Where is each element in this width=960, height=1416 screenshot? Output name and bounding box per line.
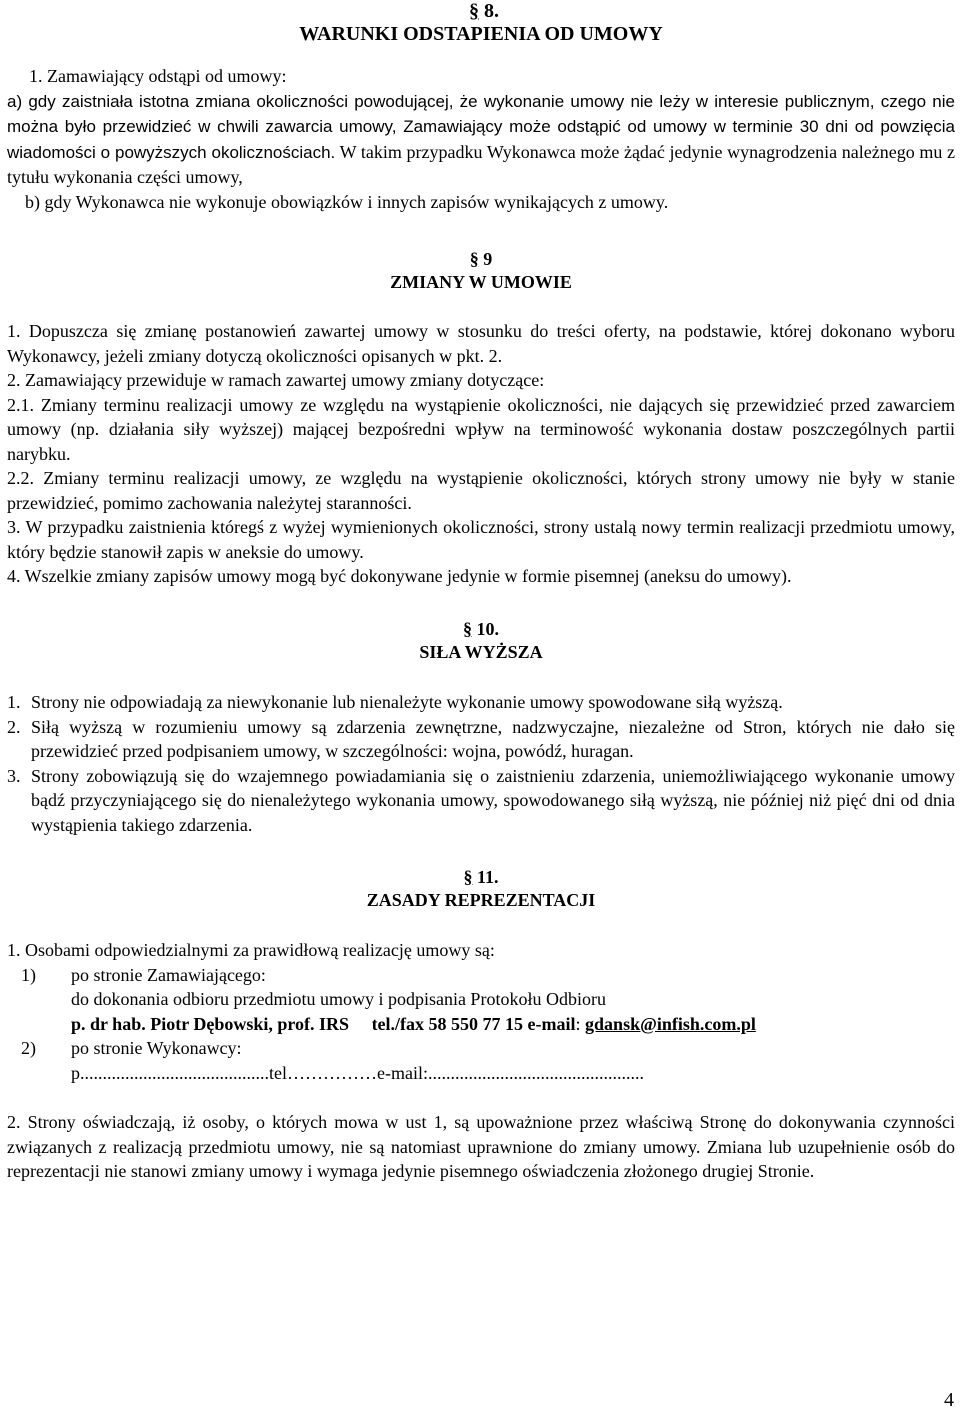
section-10-list (7, 690, 955, 837)
section-9-point-2-2: 2.2. Zmiany terminu realizacji umowy, ze względu na wystąpienie okoliczności, których strony umowy nie były w stanie przewidzieć, pomimo zachowania należytej staranności. (7, 468, 955, 513)
section-9-title: ZMIANY W UMOWIE (390, 272, 572, 292)
section-10-number: § 10. (463, 619, 499, 639)
section-8-point-1a (7, 89, 955, 190)
section-8-point-1a-part1: a) gdy zaistniała istotna zmiana okoliczności powodującej, że wykonanie umowy nie leży w interesie publicznym, czego nie można było przewidzieć w chwili zawarcia umowy, Zamawiający może odstąpić od umowy w terminie 30 dni od powzięcia wiadomości o powyższych okolicznościach. (7, 91, 955, 162)
section-8-point-1b: b) gdy Wykonawca nie wykonuje obowiązków i innych zapisów wynikających z umowy. (25, 191, 669, 212)
representative-label: po stronie Zamawiającego: (71, 964, 266, 985)
section-9-point-1: 1. Dopuszcza się zmianę postanowień zawartej umowy w stosunku do treści oferty, na podstawie, której dokonano wyboru Wykonawcy, jeżeli zmiany dotyczą okoliczności opisanych w pkt. 2. (7, 321, 955, 366)
representative-zamawiajacy: 1) po stronie Zamawiającego: do dokonania odbioru przedmiotu umowy i podpisania Protokołu Odbioru p. dr hab. Piotr Dębowski, prof. IRS tel./fax 58 550 77 15 e-mail: gdansk@infish.com.pl (21, 964, 756, 1034)
representative-person: p. dr hab. Piotr Dębowski, prof. IRS (71, 1013, 350, 1034)
section-9-point-2: 2. Zamawiający przewiduje w ramach zawartej umowy zmiany dotyczące: (7, 370, 545, 390)
representative-label: po stronie Wykonawcy: (71, 1038, 242, 1058)
section-11-point-2: 2. Strony oświadczają, iż osoby, o których mowa w ust 1, są upoważnione przez właściwą Stronę do dokonywania czynności związanych z realizacją przedmiotu umowy, nie są natomiast uprawnione do zmiany umowy. Zmiana lub uzupełnienie osób do reprezentacji nie stanowi zmiany umowy i wymaga jedynie pisemnego oświadczenia złożonego drugiej Stronie. (7, 1112, 955, 1181)
section-9-point-2-1: 2.1. Zmiany terminu realizacji umowy ze względu na wystąpienie okoliczności, nie dających się przewidzieć przed zawarciem umowy (np. działania siły wyższej) mającej bezpośredni wpływ na terminowość wykonania dostaw poszczególnych partii narybku. (7, 394, 955, 464)
representative-role: do dokonania odbioru przedmiotu umowy i podpisania Protokołu Odbioru (71, 989, 606, 1009)
section-8-point-1a-part2: W takim przypadku Wykonawca może żądać jedynie wynagrodzenia należnego mu z tytułu wykonania części umowy, (7, 141, 955, 187)
section-11-point-1: 1. Osobami odpowiedzialnymi za prawidłową realizację umowy są: (7, 940, 495, 960)
section-9-point-4: 4. Wszelkie zmiany zapisów umowy mogą być dokonywane jedynie w formie pisemnej (aneksu do umowy). (7, 566, 792, 586)
section-10 (7, 618, 955, 837)
list-item: 1. Strony nie odpowiadają za niewykonanie lub nienależyte wykonanie umowy spowodowane siłą wyższą. (7, 692, 783, 712)
email-link[interactable]: gdansk@infish.com.pl (585, 1013, 756, 1034)
section-8-number: § 8. (469, 0, 499, 22)
section-8-point-1: 1. Zamawiający odstąpi od umowy: (29, 66, 287, 86)
representative-wykonawca: 2) po stronie Wykonawcy: p..........................................tel……………e-mail:................................................ (21, 1038, 644, 1083)
section-9-point-3: 3. W przypadku zaistnienia któregś z wyżej wymienionych okoliczności, strony ustalą nowy termin realizacji przedmiotu umowy, który będzie stanowił zapis w aneksie do umowy. (7, 517, 955, 562)
section-9-number: § 9 (469, 249, 493, 269)
list-item: 2. Siłą wyższą w rozumieniu umowy są zdarzenia zewnętrzne, nadzwyczajne, niezależne od Stron, których nie dało się przewidzieć przed podpisaniem umowy, w szczególności: wojna, powódź, huragan. (7, 716, 955, 761)
representative-blank-line: p..........................................tel……………e-mail:................................................ (71, 1062, 644, 1083)
list-item: 3. Strony zobowiązują się do wzajemnego powiadamiania się o zaistnieniu zdarzenia, uniemożliwiającego wykonanie umowy bądź przyczyniającego się do nienależytego wykonania umowy, spowodowanego siłą wyższą, nie później niż pięć dni od dnia wystąpienia takiego zdarzenia. (7, 765, 955, 835)
section-8 (7, 0, 955, 214)
representative-phone: tel./fax 58 550 77 15 e-mail (371, 1013, 576, 1034)
section-11-number: § 11. (463, 867, 499, 887)
section-9 (7, 248, 955, 589)
section-10-title: SIŁA WYŻSZA (419, 642, 543, 662)
section-8-title: WARUNKI ODSTAPIENIA OD UMOWY (299, 23, 663, 45)
section-11-title: ZASADY REPREZENTACJI (366, 890, 596, 910)
section-11 (7, 866, 955, 1184)
page-number: 4 (944, 1388, 954, 1411)
